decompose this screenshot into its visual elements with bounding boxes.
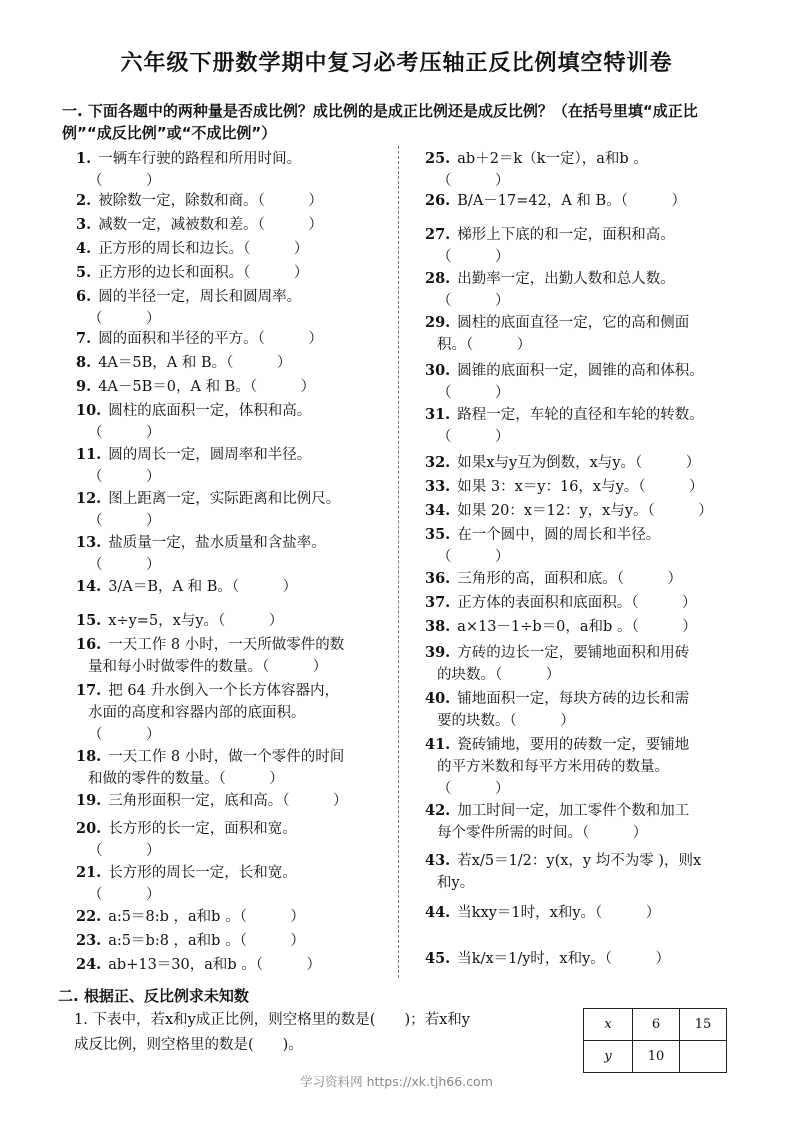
question-number: 20. — [76, 820, 107, 837]
question-text-continued: 水面的高度和容器内部的底面积。 — [88, 705, 306, 721]
question-item — [76, 488, 340, 532]
question-number: 45. — [425, 950, 456, 967]
question-text: 32. 如果x与y互为倒数，x与y。（ ） — [425, 454, 701, 471]
question-number: 34. — [425, 502, 456, 519]
question-text: 9. 4A－5B＝0，A 和 B。（ ） — [76, 378, 316, 395]
question-text-continued: （ ） — [437, 429, 510, 445]
question-text: 7. 圆的面积和半径的平方。（ ） — [76, 330, 323, 347]
question-item — [76, 532, 326, 576]
question-item — [76, 376, 315, 398]
question-text: 33. 如果 3：x＝y：16，x与y。（ ） — [425, 478, 704, 495]
question-number: 15. — [76, 612, 107, 629]
question-item — [425, 568, 682, 590]
question-text: 2. 被除数一定，除数和商。（ ） — [76, 192, 323, 209]
question-text: 30. 圆锥的底面积一定，圆锥的高和体积。 — [425, 362, 704, 379]
question-item — [76, 906, 305, 928]
question-number: 27. — [425, 226, 456, 243]
question-text-continued: （ ） — [88, 513, 161, 529]
question-text-continued: （ ） — [88, 469, 161, 485]
question-text: 39. 方砖的边长一定，要铺地面积和用砖 — [425, 644, 690, 661]
question-number: 14. — [76, 578, 107, 595]
question-item — [425, 312, 689, 356]
question-number: 39. — [425, 644, 456, 661]
question-item — [76, 352, 291, 374]
question-number: 17. — [76, 682, 107, 699]
question-number: 7. — [76, 330, 97, 347]
question-text-continued: 积。（ ） — [437, 337, 532, 353]
question-item — [76, 746, 344, 790]
question-item — [425, 688, 689, 732]
question-item — [76, 610, 283, 632]
question-item — [425, 268, 675, 312]
question-text: 28. 出勤率一定，出勤人数和总人数。 — [425, 270, 675, 287]
question-text: 12. 图上距离一定，实际距离和比例尺。 — [76, 490, 341, 507]
question-text: 10. 圆柱的底面积一定，体积和高。 — [76, 402, 312, 419]
question-item — [425, 148, 648, 192]
question-text-continued: 和做的零件的数量。（ ） — [88, 771, 284, 787]
question-text: 43. 若x/5＝1/2：y(x，y 均不为零 )，则x — [425, 852, 702, 869]
question-text-continued: （ ） — [88, 425, 161, 441]
question-text: 38. a×13－1÷b＝0，a和b 。（ ） — [425, 618, 697, 635]
question-number: 25. — [425, 150, 456, 167]
question-item — [425, 360, 704, 404]
question-text: 17. 把 64 升水倒入一个长方体容器内， — [76, 682, 339, 699]
table-cell: 15 — [680, 1009, 727, 1041]
table-cell: x — [584, 1009, 633, 1041]
question-number: 18. — [76, 748, 107, 765]
question-number: 44. — [425, 904, 456, 921]
question-item — [425, 404, 704, 448]
question-item — [76, 862, 297, 906]
question-item — [76, 148, 301, 192]
question-item — [425, 476, 704, 498]
question-text-continued: （ ） — [437, 293, 510, 309]
question-number: 6. — [76, 288, 97, 305]
question-item — [425, 190, 686, 212]
question-text: 20. 长方形的长一定，面积和宽。 — [76, 820, 297, 837]
question-item — [425, 592, 697, 614]
question-text-continued: 和y。 — [437, 875, 475, 891]
table-cell: y — [584, 1041, 633, 1073]
question-number: 11. — [76, 446, 107, 463]
question-text-continued: 的块数。（ ） — [437, 667, 561, 683]
question-text-line-2: 成反比例，则空格里的数是( )。 — [74, 1037, 303, 1053]
question-number: 4. — [76, 240, 97, 257]
question-item — [76, 954, 321, 976]
question-number: 8. — [76, 354, 97, 371]
question-number: 41. — [425, 736, 456, 753]
question-number: 24. — [76, 956, 107, 973]
question-number: 2. — [76, 192, 97, 209]
table-cell: 6 — [633, 1009, 680, 1041]
question-text-continued: 要的块数。（ ） — [437, 713, 575, 729]
question-text: 42. 加工时间一定，加工零件个数和加工 — [425, 802, 690, 819]
question-item — [76, 634, 344, 678]
question-number: 28. — [425, 270, 456, 287]
question-text: 6. 圆的半径一定，周长和圆周率。 — [76, 288, 302, 305]
question-text: 27. 梯形上下底的和一定，面积和高。 — [425, 226, 675, 243]
question-text-continued: （ ） — [88, 727, 161, 743]
xy-table — [583, 1008, 727, 1073]
question-item — [425, 452, 700, 474]
question-text-continued: （ ） — [88, 887, 161, 903]
question-item — [425, 500, 713, 522]
table-cell — [680, 1041, 727, 1073]
question-text: 35. 在一个圆中，圆的周长和半径。 — [425, 526, 661, 543]
question-text-continued: （ ） — [88, 557, 161, 573]
table-row — [584, 1009, 727, 1041]
table-cell: 10 — [633, 1041, 680, 1073]
question-number: 26. — [425, 192, 456, 209]
question-text: 25. ab＋2＝k（k一定），a和b 。 — [425, 150, 648, 167]
question-text-continued: 量和每小时做零件的数量。（ ） — [88, 659, 328, 675]
question-item — [76, 818, 297, 862]
question-number: 29. — [425, 314, 456, 331]
question-item — [76, 214, 323, 236]
question-text: 13. 盐质量一定，盐水质量和含盐率。 — [76, 534, 326, 551]
question-text: 37. 正方体的表面积和底面积。（ ） — [425, 594, 697, 611]
question-text: 5. 正方形的边长和面积。（ ） — [76, 264, 309, 281]
question-item — [76, 930, 305, 952]
question-text-continued: （ ） — [437, 781, 510, 797]
question-text: 16. 一天工作 8 小时，一天所做零件的数 — [76, 636, 345, 653]
question-text: 21. 长方形的周长一定，长和宽。 — [76, 864, 297, 881]
question-item — [76, 190, 323, 212]
question-text: 1. 一辆车行驶的路程和所用时间。 — [76, 150, 302, 167]
question-text: 4. 正方形的周长和边长。（ ） — [76, 240, 309, 257]
question-number: 12. — [76, 490, 107, 507]
footer-watermark: 学习资料网 https://xk.tjh66.com — [300, 1074, 493, 1089]
question-item — [425, 902, 660, 924]
question-text-continued: （ ） — [88, 173, 161, 189]
question-item — [76, 328, 323, 350]
question-text: 45. 当k/x＝1/y时，x和y。（ ） — [425, 950, 671, 967]
question-number: 31. — [425, 406, 456, 423]
question-number: 42. — [425, 802, 456, 819]
question-number: 30. — [425, 362, 456, 379]
question-item — [76, 262, 308, 284]
question-item — [425, 948, 670, 970]
question-text: 31. 路程一定，车轮的直径和车轮的转数。 — [425, 406, 704, 423]
question-number: 33. — [425, 478, 456, 495]
question-text: 41. 瓷砖铺地，要用的砖数一定，要铺地 — [425, 736, 690, 753]
question-number: 10. — [76, 402, 107, 419]
question-item — [425, 850, 701, 894]
question-text: 8. 4A＝5B，A 和 B。（ ） — [76, 354, 292, 371]
section-1-heading: 一. 下面各题中的两种量是否成比例？成比例的是成正比例还是成反比例？（在括号里填“成正比例”“成反比例”或“不成比例”） — [62, 102, 698, 142]
question-number: 13. — [76, 534, 107, 551]
question-item — [76, 238, 308, 260]
question-text-continued: （ ） — [88, 311, 161, 327]
question-text-continued: （ ） — [437, 249, 510, 265]
question-text: 3. 减数一定，减被数和差。（ ） — [76, 216, 323, 233]
question-number: 21. — [76, 864, 107, 881]
question-text: 34. 如果 20：x＝12：y，x与y。（ ） — [425, 502, 713, 519]
question-text-continued: （ ） — [437, 549, 510, 565]
question-text: 15. x÷y=5，x与y。（ ） — [76, 612, 284, 629]
section-2-heading: 二. 根据正、反比例求未知数 — [58, 987, 249, 1005]
question-item — [76, 286, 301, 330]
question-number: 1. — [76, 150, 97, 167]
question-text: 11. 圆的周长一定，圆周率和半径。 — [76, 446, 312, 463]
page-title: 六年级下册数学期中复习必考压轴正反比例填空特训卷 — [120, 51, 673, 76]
question-number: 36. — [425, 570, 456, 587]
question-text-continued: 每个零件所需的时间。（ ） — [437, 825, 648, 841]
question-text-continued: （ ） — [88, 843, 161, 859]
table-row — [584, 1041, 727, 1073]
question-number: 3. — [76, 216, 97, 233]
question-text-continued: 的平方米数和每平方米用砖的数量。 — [437, 759, 669, 775]
question-item — [76, 444, 311, 488]
question-text: 14. 3/A＝B，A 和 B。（ ） — [76, 578, 298, 595]
question-number: 40. — [425, 690, 456, 707]
question-text: 24. ab+13＝30，a和b 。（ ） — [76, 956, 322, 973]
question-item — [76, 680, 339, 746]
question-text-continued: （ ） — [437, 385, 510, 401]
question-item — [76, 400, 311, 444]
question-number: 5. — [76, 264, 97, 281]
question-number: 19. — [76, 792, 107, 809]
question-number: 9. — [76, 378, 97, 395]
question-text: 19. 三角形面积一定，底和高。（ ） — [76, 792, 348, 809]
question-text: 22. a:5＝8:b ，a和b 。（ ） — [76, 908, 305, 925]
question-text: 44. 当kxy＝1时，x和y。（ ） — [425, 904, 661, 921]
question-number: 43. — [425, 852, 456, 869]
question-text-line-1: 1. 下表中，若x和y成正比例，则空格里的数是( )；若x和y — [74, 1012, 470, 1028]
question-number: 22. — [76, 908, 107, 925]
question-item — [76, 790, 348, 812]
question-text: 18. 一天工作 8 小时，做一个零件的时间 — [76, 748, 345, 765]
question-item — [425, 524, 660, 568]
section-2-question-1 — [74, 1008, 564, 1058]
question-item — [425, 616, 697, 638]
column-divider — [398, 146, 399, 978]
question-item — [425, 642, 689, 686]
question-item — [76, 576, 297, 598]
question-item — [425, 800, 689, 844]
question-text: 36. 三角形的高，面积和底。（ ） — [425, 570, 683, 587]
question-item — [425, 734, 689, 800]
question-number: 37. — [425, 594, 456, 611]
question-text: 23. a:5＝b:8 ，a和b 。（ ） — [76, 932, 305, 949]
question-number: 38. — [425, 618, 456, 635]
question-number: 23. — [76, 932, 107, 949]
question-text: 29. 圆柱的底面直径一定，它的高和侧面 — [425, 314, 690, 331]
question-text: 40. 铺地面积一定，每块方砖的边长和需 — [425, 690, 690, 707]
question-number: 16. — [76, 636, 107, 653]
question-text: 26. B/A－17=42，A 和 B。（ ） — [425, 192, 686, 209]
question-number: 35. — [425, 526, 456, 543]
question-text-continued: （ ） — [437, 173, 510, 189]
question-item — [425, 224, 675, 268]
question-number: 32. — [425, 454, 456, 471]
